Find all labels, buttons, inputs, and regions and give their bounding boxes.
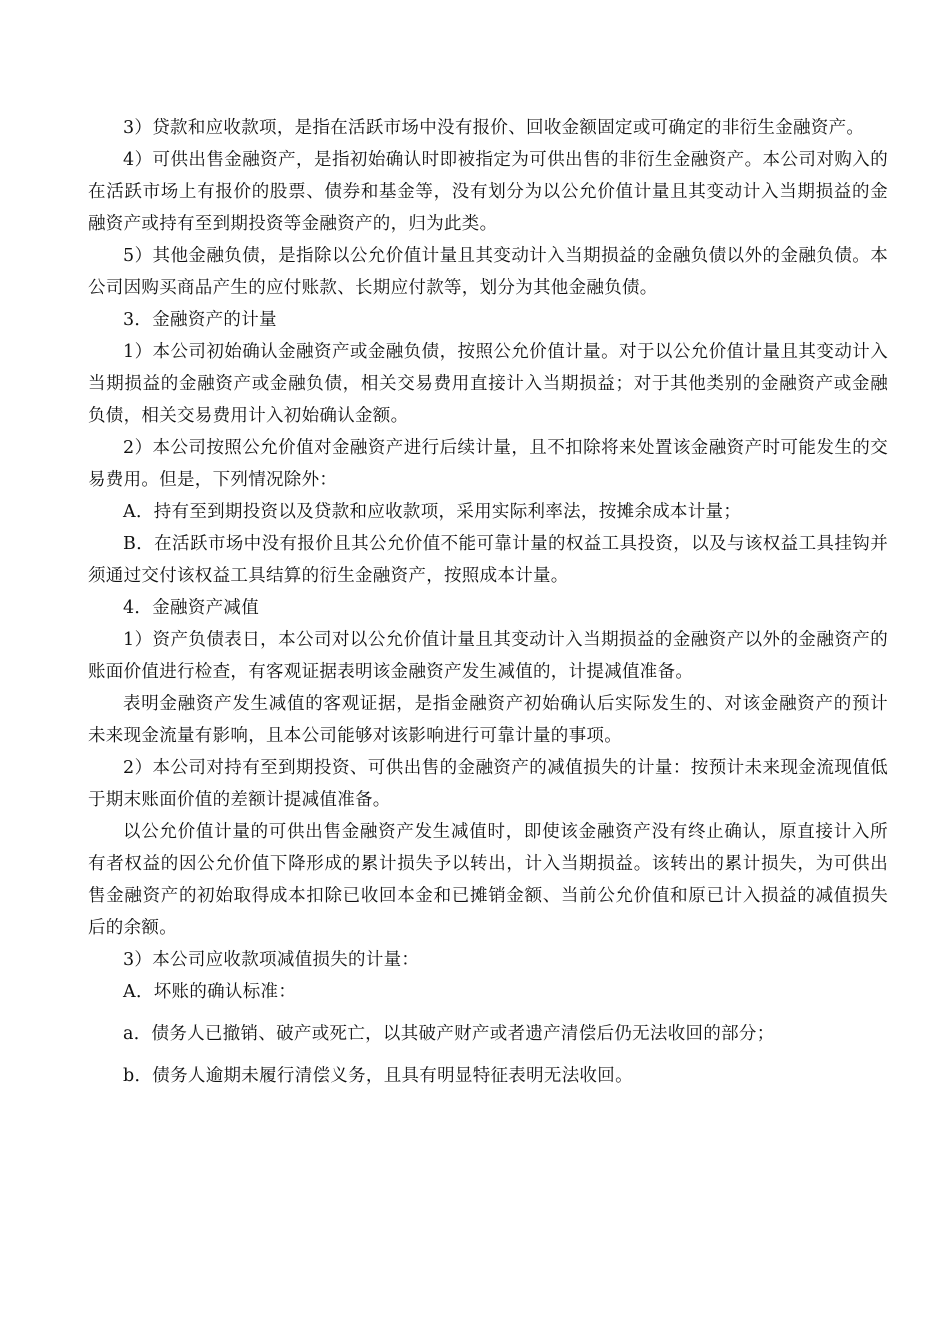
paragraph-initial-recognition: 1）本公司初始确认金融资产或金融负债，按照公允价值计量。对于以公允价值计量且其变动计入当期损益的金融资产或金融负债，相关交易费用直接计入当期损益；对于其他类别的金融资产或金融负债，相关交易费用计入初始确认金额。 [88, 342, 888, 426]
paragraph-afs-impairment: 以公允价值计量的可供出售金融资产发生减值时，即使该金融资产没有终止确认，原直接计入所有者权益的因公允价值下降形成的累计损失予以转出，计入当期损益。该转出的累计损失，为可供出售金融资产的初始取得成本扣除已收回本金和已摊销金额、当前公允价值和原已计入损益的减值损失后的余额。 [88, 822, 888, 938]
paragraph-other-liabilities: 5）其他金融负债，是指除以公允价值计量且其变动计入当期损益的金融负债以外的金融负债。本公司因购买商品产生的应付账款、长期应付款等，划分为其他金融负债。 [88, 246, 888, 298]
document-page [88, 112, 888, 1092]
section-heading-measurement: 3．金融资产的计量 [123, 310, 277, 330]
paragraph-criterion-b: b．债务人逾期未履行清偿义务，且具有明显特征表明无法收回。 [123, 1066, 633, 1086]
paragraph-impairment-measure: 2）本公司对持有至到期投资、可供出售的金融资产的减值损失的计量：按预计未来现金流现值低于期末账面价值的差额计提减值准备。 [88, 758, 888, 810]
paragraph-objective-evidence: 表明金融资产发生减值的客观证据，是指金融资产初始确认后实际发生的、对该金融资产的预计未来现金流量有影响，且本公司能够对该影响进行可靠计量的事项。 [88, 694, 888, 746]
paragraph-subsequent-measurement: 2）本公司按照公允价值对金融资产进行后续计量，且不扣除将来处置该金融资产时可能发生的交易费用。但是，下列情况除外： [88, 438, 888, 490]
paragraph-exception-b: B．在活跃市场中没有报价且其公允价值不能可靠计量的权益工具投资，以及与该权益工具挂钩并须通过交付该权益工具结算的衍生金融资产，按照成本计量。 [88, 534, 888, 586]
paragraph-impairment-check: 1）资产负债表日，本公司对以公允价值计量且其变动计入当期损益的金融资产以外的金融资产的账面价值进行检查，有客观证据表明该金融资产发生减值的，计提减值准备。 [88, 630, 888, 682]
section-heading-impairment: 4．金融资产减值 [123, 598, 260, 618]
paragraph-exception-a: A．持有至到期投资以及贷款和应收款项，采用实际利率法，按摊余成本计量； [123, 502, 742, 522]
paragraph-loans-receivables: 3）贷款和应收款项，是指在活跃市场中没有报价、回收金额固定或可确定的非衍生金融资产。 [123, 118, 865, 138]
paragraph-available-for-sale: 4）可供出售金融资产，是指初始确认时即被指定为可供出售的非衍生金融资产。本公司对购入的在活跃市场上有报价的股票、债券和基金等，没有划分为以公允价值计量且其变动计入当期损益的金融资产或持有至到期投资等金融资产的，归为此类。 [88, 150, 888, 234]
paragraph-criterion-a: a．债务人已撤销、破产或死亡，以其破产财产或者遗产清偿后仍无法收回的部分； [123, 1024, 775, 1044]
paragraph-receivables-impairment: 3）本公司应收款项减值损失的计量： [123, 950, 420, 970]
paragraph-bad-debt-criteria: A．坏账的确认标准： [123, 982, 297, 1002]
